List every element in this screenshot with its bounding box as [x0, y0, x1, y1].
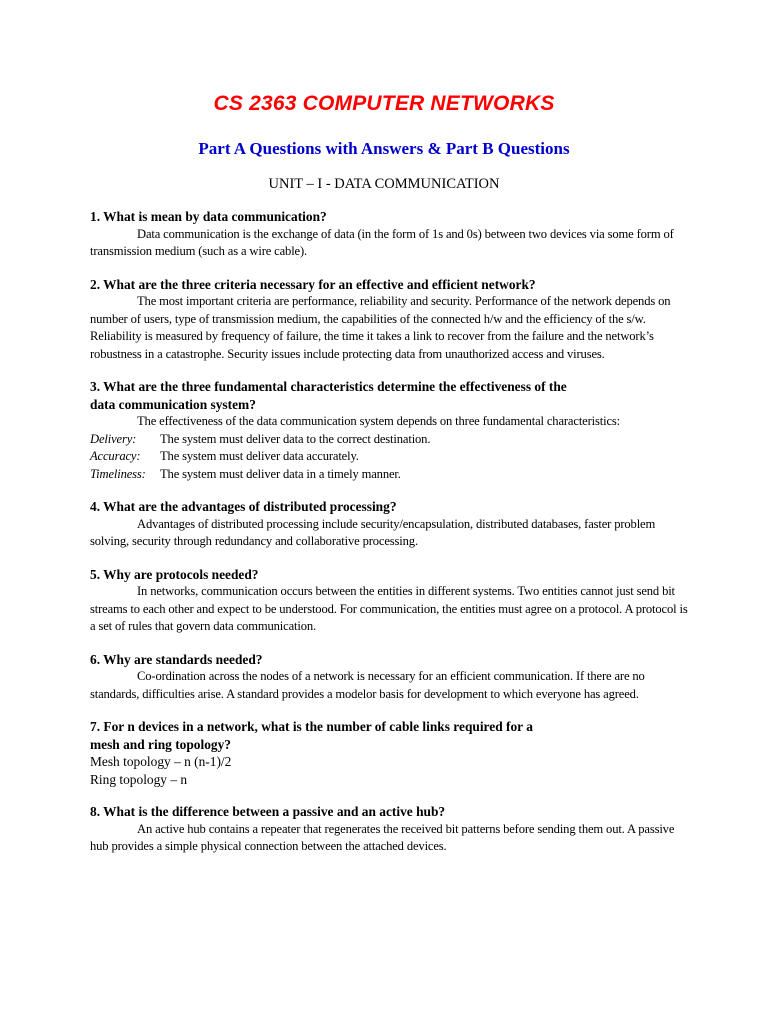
answer-line-mesh: Mesh topology – n (n-1)/2: [90, 754, 232, 769]
question-text-line-2: mesh and ring topology?: [90, 736, 231, 752]
answer-text: Advantages of distributed processing include security/encapsulation, distributed databases, faster problem solving, security through redundancy and collaborative processing.: [90, 516, 656, 548]
term-description: The system must deliver data in a timely manner.: [160, 466, 401, 481]
answer-line-ring: Ring topology – n: [90, 771, 188, 787]
question-item-2: [90, 276, 690, 364]
answer-text: In networks, communication occurs between the entities in different systems. Two entities cannot just send bit streams to each other and expect to be understood. For communication, the entities must agree on a protocol. A protocol is a set of rules that govern data communication.: [90, 584, 688, 633]
answer-text: The effectiveness of the data communication system depends on three fundamental characteristics:: [137, 414, 620, 428]
question-text-line-1: 7. For n devices in a network, what is the number of cable links required for a: [90, 719, 533, 734]
question-item-4: [90, 498, 690, 551]
answer-text: The most important criteria are performance, reliability and security. Performance of the network depends on number of users, type of transmission medium, the capabilities of the connected h/w and the efficiency of the s/w. Reliability is measured by frequency of failure, the time it takes a link to recover from the failure and the network’s robustness in a catastrophe. Security issues include protecting data from unauthorized access and viruses.: [90, 294, 671, 361]
question-item-7: [90, 718, 690, 788]
term-row-timeliness: [90, 466, 690, 484]
question-text: 8. What is the difference between a passive and an active hub?: [90, 804, 446, 819]
question-text: 5. Why are protocols needed?: [90, 566, 259, 582]
question-item-8: [90, 803, 690, 856]
term-label: Delivery:: [90, 431, 137, 446]
term-description: The system must deliver data accurately.: [160, 449, 359, 463]
term-list: [90, 431, 690, 484]
term-row-accuracy: [90, 448, 690, 466]
term-row-delivery: [90, 431, 690, 449]
question-item-6: [90, 651, 690, 704]
question-text: 1. What is mean by data communication?: [90, 209, 327, 224]
question-text: 6. Why are standards needed?: [90, 651, 263, 667]
question-list: [90, 208, 690, 871]
answer-text: An active hub contains a repeater that regenerates the received bit patterns before sending them out. A passive hub provides a simple physical connection between the attached devices.: [90, 821, 675, 853]
term-label: Timeliness:: [90, 466, 146, 481]
question-item-3: [90, 378, 690, 483]
answer-text: Data communication is the exchange of data (in the form of 1s and 0s) between two devices via some form of transmission medium (such as a wire cable).: [90, 226, 674, 258]
answer-text: Co-ordination across the nodes of a network is necessary for an efficient communication. If there are no standards, difficulties arise. A standard provides a modelor basis for development to which everyone has agreed.: [90, 669, 645, 701]
question-text: 4. What are the advantages of distributed processing?: [90, 499, 397, 514]
question-item-5: [90, 566, 690, 636]
document-subtitle: Part A Questions with Answers & Part B Questions: [198, 139, 570, 158]
question-text-line-1: 3. What are the three fundamental characteristics determine the effectiveness of the: [90, 379, 567, 394]
question-item-1: [90, 208, 690, 261]
document-title: CS 2363 COMPUTER NETWORKS: [213, 92, 555, 115]
question-text-line-2: data communication system?: [90, 396, 256, 412]
unit-heading: UNIT – I - DATA COMMUNICATION: [268, 176, 500, 192]
term-label: Accuracy:: [90, 449, 141, 463]
term-description: The system must deliver data to the correct destination.: [160, 431, 431, 446]
question-text: 2. What are the three criteria necessary for an effective and efficient network?: [90, 276, 536, 292]
